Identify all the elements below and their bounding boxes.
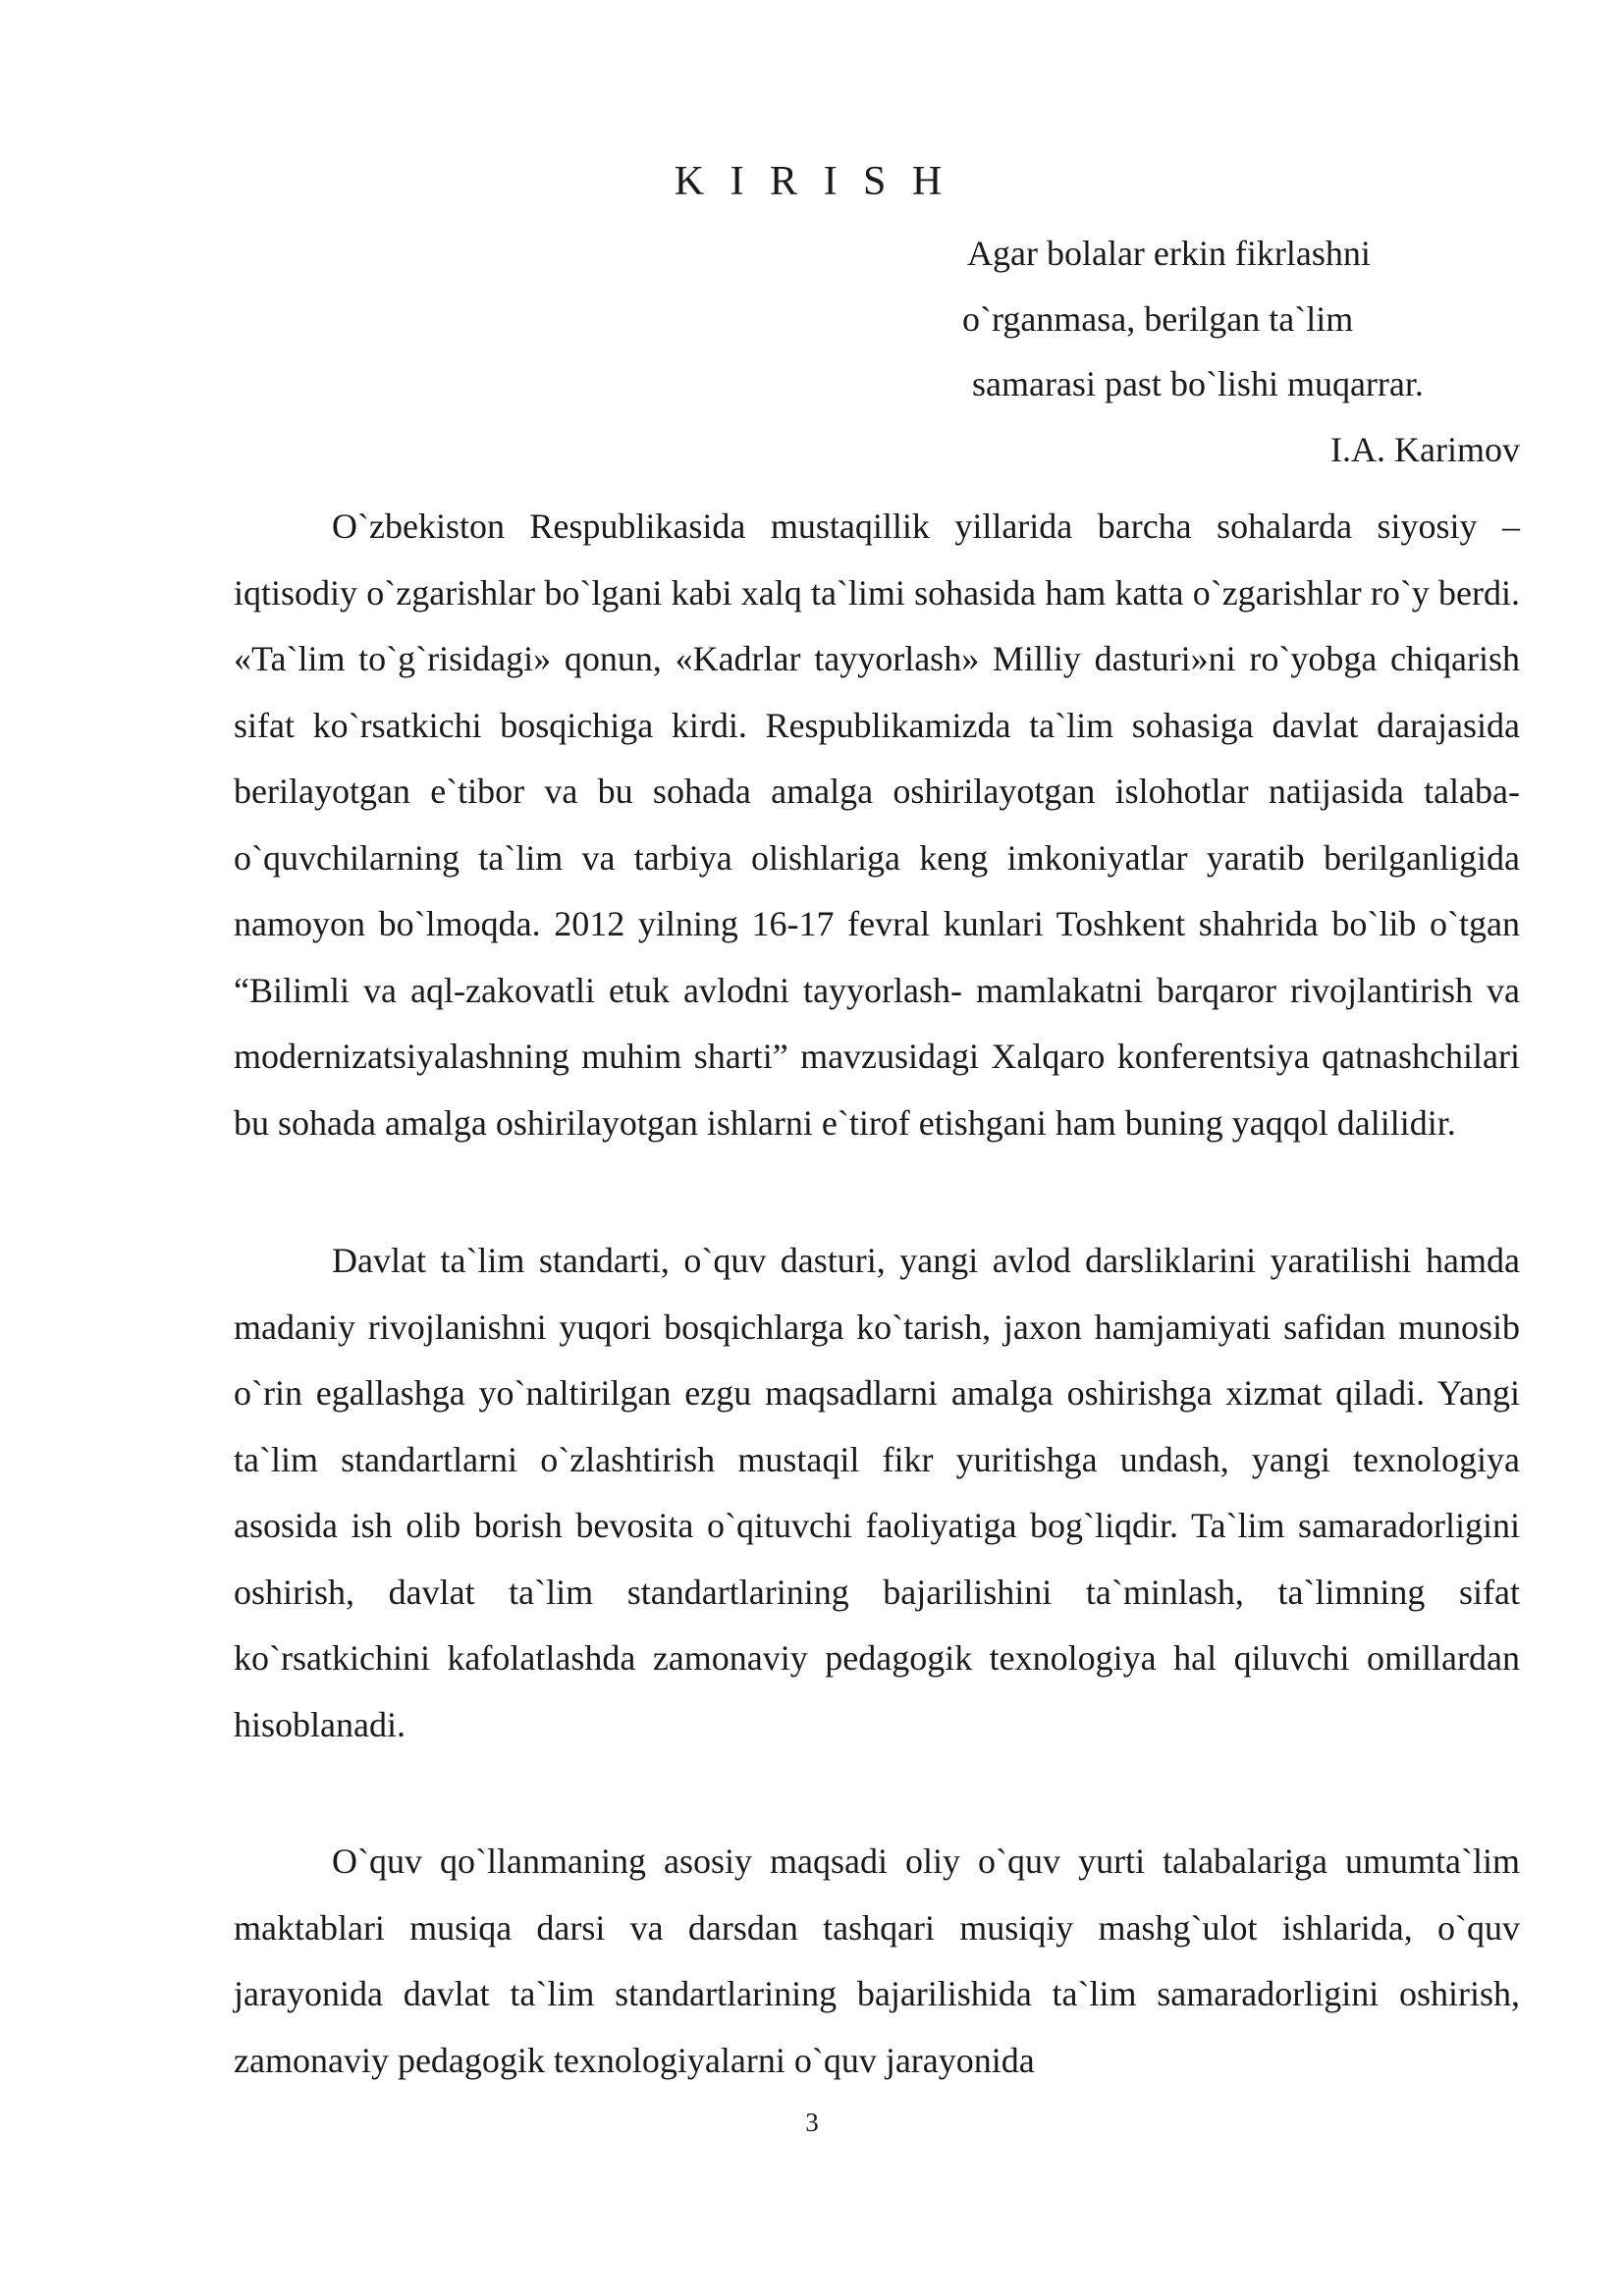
paragraph-3: O`quv qo`llanmaning asosiy maqsadi oliy o`quv yurti talabalariga umumta`lim maktablari musiqa darsi va darsdan tashqari musiqiy mashg`ulot ishlarida, o`quv jarayonida davlat ta`lim standartlarining bajarilishida ta`lim samaradorligini oshirish, zamonaviy pedagogik texnologiyalarni o`quv jarayonida — [234, 1842, 1520, 2080]
paragraph-2: Davlat ta`lim standarti, o`quv dasturi, yangi avlod darsliklarini yaratilishi hamda madaniy rivojlanishni yuqori bosqichlarga ko`tarish, jaxon hamjamiyati safidan munosib o`rin egallashga yo`naltirilgan ezgu maqsadlarni amalga oshirishga xizmat qiladi. Yangi ta`lim standartlarni o`zlashtirish mustaqil fikr yuritishga undash, yangi texnologiya asosida ish olib borish bevosita o`qituvchi faoliyatiga bog`liqdir. Ta`lim samaradorligini oshirish, davlat ta`lim standartlarining bajarilishini ta`minlash, ta`limning sifat ko`rsatkichini kafolatlashda zamonaviy pedagogik texnologiya hal qiluvchi omillardan hisoblanadi. — [234, 1241, 1520, 1744]
epigraph-author: I.A. Karimov — [1330, 430, 1520, 469]
page-number: 3 — [805, 2108, 819, 2137]
epigraph-line-2: o`rganmasa, berilgan ta`lim — [962, 299, 1354, 339]
epigraph-line-1: Agar bolalar erkin fikrlashni — [967, 234, 1371, 273]
section-heading: K I R I S H — [674, 159, 950, 204]
epigraph-line-3: samarasi past bo`lishi muqarrar. — [972, 364, 1424, 403]
paragraph-1: O`zbekiston Respublikasida mustaqillik yillarida barcha sohalarda siyosiy – iqtisodiy o`zgarishlar bo`lgani kabi xalq ta`limi sohasida ham katta o`zgarishlar ro`y berdi. «Ta`lim to`g`risidagi» qonun, «Kadrlar tayyorlash» Milliy dasturi»ni ro`yobga chiqarish sifat ko`rsatkichi bosqichiga kirdi. Respublikamizda ta`lim sohasiga davlat darajasida berilayotgan e`tibor va bu sohada amalga oshirilayotgan islohotlar natijasida talaba-o`quvchilarning ta`lim va tarbiya olishlariga keng imkoniyatlar yaratib berilganligida namoyon bo`lmoqda. 2012 yilning 16-17 fevral kunlari Toshkent shahrida bo`lib o`tgan “Bilimli va aql-zakovatli etuk avlodni tayyorlash- mamlakatni barqaror rivojlantirish va modernizatsiyalashning muhim sharti” mavzusidagi Xalqaro konferentsiya qatnashchilari bu sohada amalga oshirilayotgan ishlarni e`tirof etishgani ham buning yaqqol dalilidir. — [234, 507, 1520, 1143]
